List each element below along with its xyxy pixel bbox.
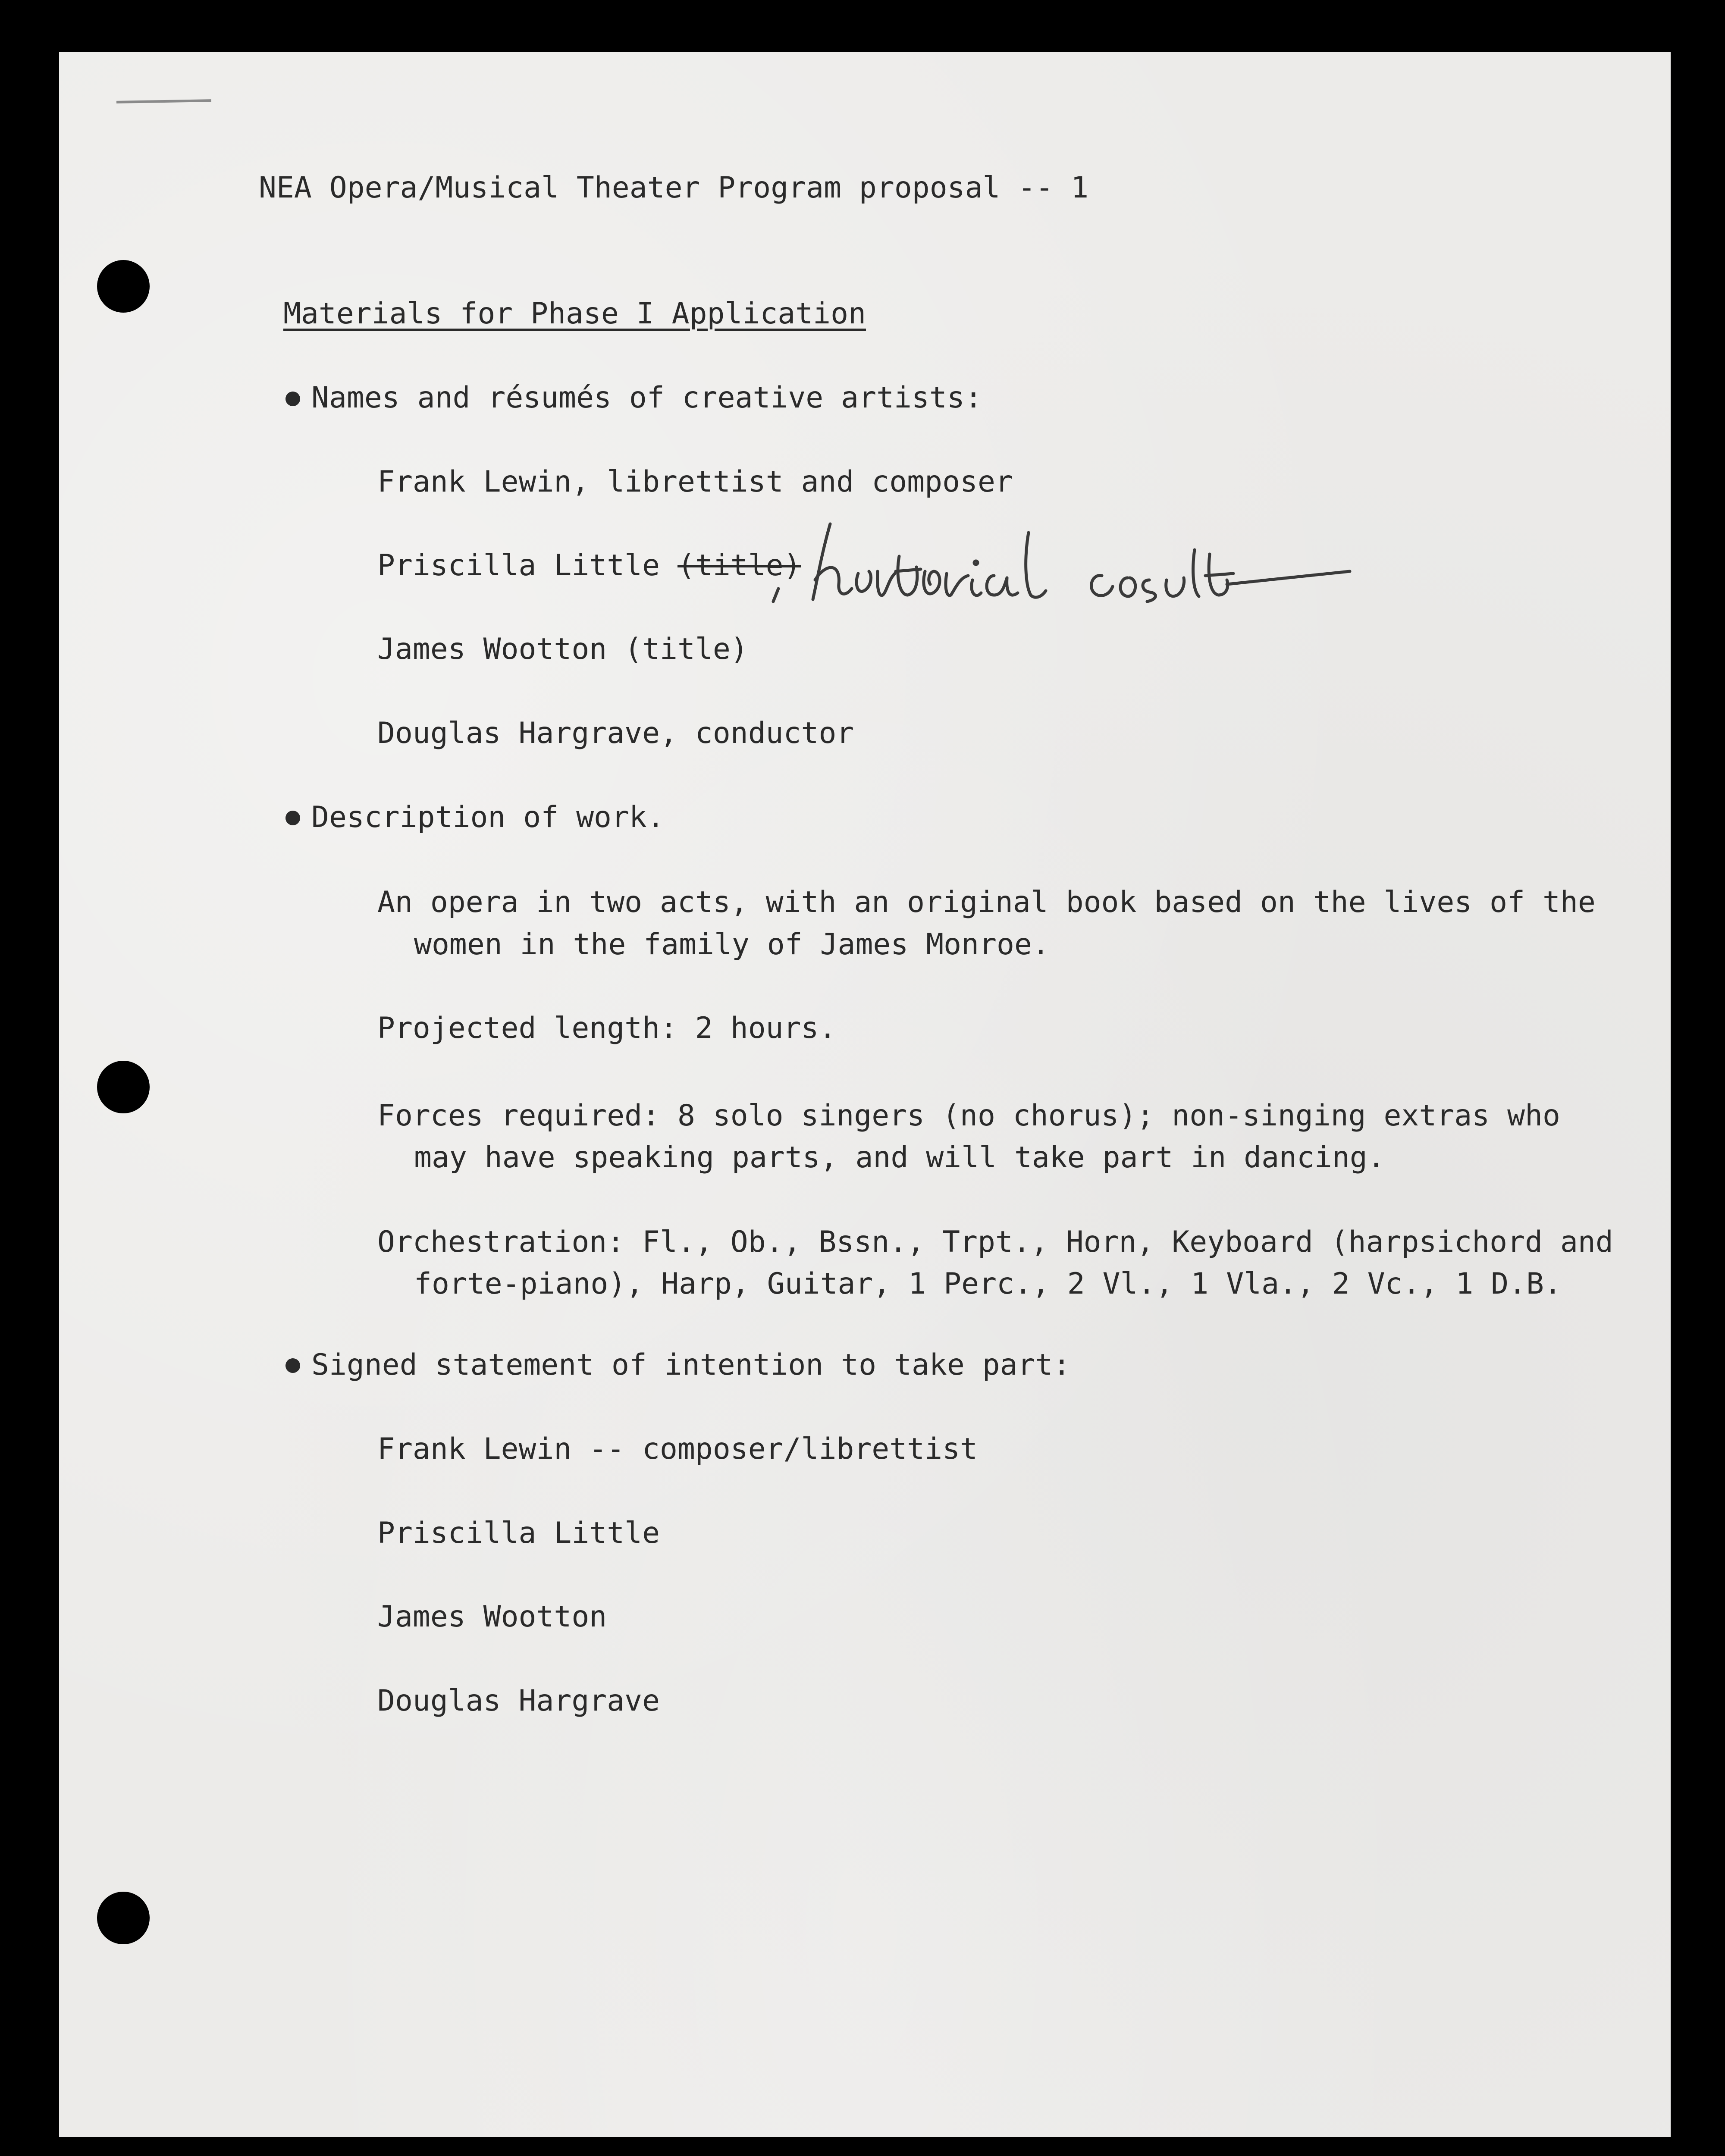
paragraph-line: Projected length: 2 hours. (377, 1011, 837, 1045)
paragraph-line: may have speaking parts, and will take part in dancing. (414, 1141, 1385, 1175)
struck-text: (title) (677, 548, 801, 583)
list-item: Douglas Hargrave, conductor (377, 716, 854, 750)
bullet-dot (285, 392, 300, 406)
paragraph-line: forte-piano), Harp, Guitar, 1 Perc., 2 Vl., 1 Vla., 2 Vc., 1 D.B. (414, 1267, 1562, 1301)
list-item: Frank Lewin -- composer/librettist (377, 1432, 978, 1466)
list-item: James Wootton (title) (377, 632, 748, 666)
paragraph-line: women in the family of James Monroe. (414, 928, 1050, 962)
handwritten-note (770, 515, 1356, 614)
page-header: NEA Opera/Musical Theater Program proposal -- 1 (259, 171, 1089, 205)
list-item: James Wootton (377, 1600, 607, 1634)
section-title: Materials for Phase I Application (283, 297, 866, 331)
list-item: Frank Lewin, librettist and composer (377, 465, 1013, 499)
punch-hole (97, 1892, 150, 1944)
bullet-label: Names and résumés of creative artists: (311, 381, 982, 415)
list-item: Priscilla Little (377, 1516, 660, 1550)
paragraph-line: Forces required: 8 solo singers (no chorus); non-singing extras who (377, 1099, 1560, 1133)
punch-hole (97, 1061, 150, 1113)
paragraph-line: Orchestration: Fl., Ob., Bssn., Trpt., Horn, Keyboard (harpsichord and (377, 1225, 1613, 1259)
bullet-label: Signed statement of intention to take part: (311, 1348, 1071, 1382)
document-page (59, 52, 1671, 2137)
list-item-text: Priscilla Little (377, 548, 660, 583)
paragraph-line: An opera in two acts, with an original book based on the lives of the (377, 885, 1596, 919)
punch-hole (97, 260, 150, 313)
bullet-label: Description of work. (311, 800, 665, 834)
list-item (377, 545, 801, 586)
bullet-dot (285, 1358, 300, 1373)
bullet-dot (285, 811, 300, 825)
list-item: Douglas Hargrave (377, 1684, 660, 1718)
